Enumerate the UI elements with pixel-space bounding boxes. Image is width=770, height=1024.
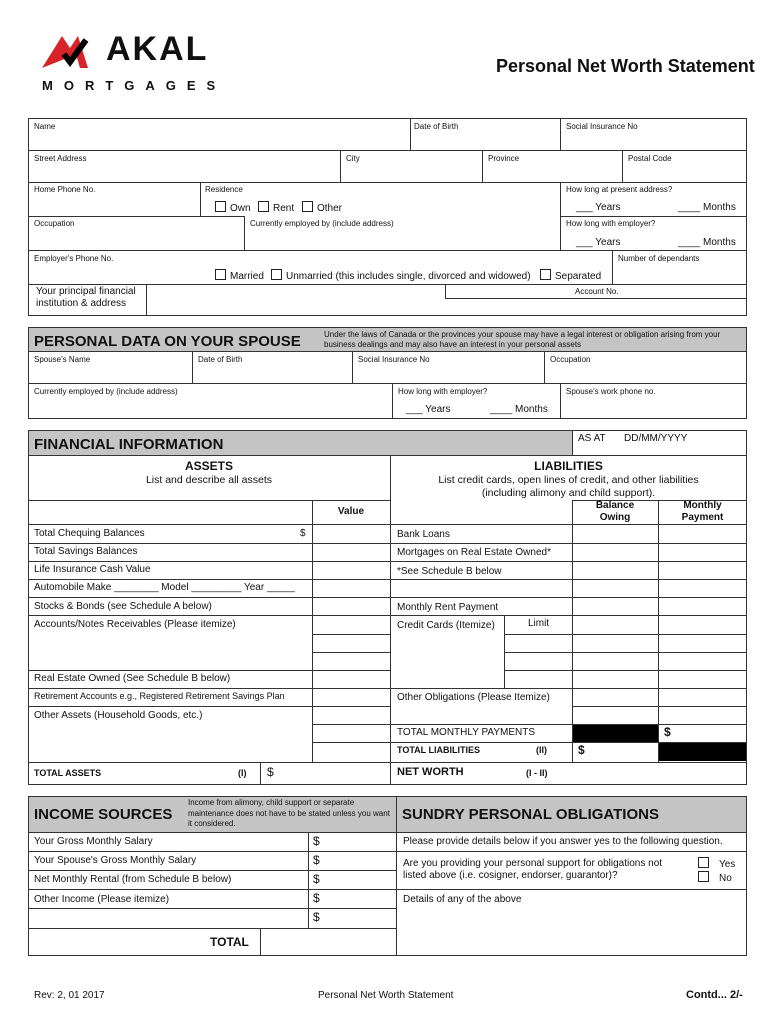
monthly-payment-header bbox=[658, 500, 747, 524]
dependants-label: Number of dependants bbox=[618, 254, 700, 263]
employer-months[interactable]: ____ Months bbox=[678, 237, 736, 248]
employer-phone-label: Employer's Phone No. bbox=[34, 254, 114, 263]
footer-rev: Rev: 2, 01 2017 bbox=[34, 990, 105, 1001]
total-assets-label: TOTAL ASSETS bbox=[34, 768, 102, 778]
income-note: Income from alimony, child support or separate maintenance does not have to be stated unless you want it considered. bbox=[188, 798, 390, 828]
no-text: No bbox=[719, 873, 732, 884]
spouse-occupation-label: Occupation bbox=[550, 355, 591, 364]
income-row: Other Income (Please itemize) bbox=[34, 894, 170, 905]
spouse-how-long-label: How long with employer? bbox=[398, 387, 488, 396]
separated-text: Separated bbox=[555, 271, 602, 282]
asset-row: Retirement Accounts e.g., Registered Retirement Savings Plan bbox=[34, 691, 285, 701]
liabilities-subheading-1: List credit cards, open lines of credit, and other liabilities bbox=[438, 474, 699, 486]
rent-option[interactable] bbox=[258, 201, 294, 214]
assets-mark: (I) bbox=[238, 768, 247, 778]
assets-liabilities-divider bbox=[390, 455, 391, 785]
own-checkbox[interactable] bbox=[215, 201, 226, 212]
no-option[interactable] bbox=[698, 871, 732, 884]
dollar-sign: $ bbox=[313, 891, 320, 905]
asset-row: Life Insurance Cash Value bbox=[34, 564, 151, 575]
sundry-heading: SUNDRY PERSONAL OBLIGATIONS bbox=[402, 806, 659, 823]
employed-by-label: Currently employed by (include address) bbox=[250, 219, 394, 228]
separated-checkbox[interactable] bbox=[540, 269, 551, 280]
spouse-name-label: Spouse's Name bbox=[34, 355, 91, 364]
logo-brand: AKAL bbox=[106, 30, 209, 68]
liabilities-heading: LIABILITIES bbox=[534, 459, 603, 473]
limit-label: Limit bbox=[528, 618, 550, 629]
postal-label: Postal Code bbox=[628, 154, 672, 163]
spouse-sin-label: Social Insurance No bbox=[358, 355, 430, 364]
sundry-question: Are you providing your personal support for obligations not listed above (i.e. cosigner, endorser, guarantor)? bbox=[403, 858, 663, 881]
employer-years[interactable]: ___ Years bbox=[576, 237, 621, 248]
dollar-sign: $ bbox=[664, 725, 671, 739]
name-label: Name bbox=[34, 122, 56, 131]
home-phone-label: Home Phone No. bbox=[34, 185, 96, 194]
other-option[interactable] bbox=[302, 201, 342, 214]
logo-icon bbox=[40, 30, 100, 70]
total-monthly-label: TOTAL MONTHLY PAYMENTS bbox=[397, 727, 535, 738]
dollar-sign: $ bbox=[578, 743, 585, 757]
dollar-sign: $ bbox=[313, 872, 320, 886]
spouse-dob-label: Date of Birth bbox=[198, 355, 243, 364]
liability-row: Other Obligations (Please Itemize) bbox=[397, 692, 550, 703]
income-row: Your Spouse's Gross Monthly Salary bbox=[34, 855, 197, 866]
unmarried-text: Unmarried (this includes single, divorced and widowed) bbox=[286, 271, 531, 282]
residence-label: Residence bbox=[205, 185, 243, 194]
institution-label: Your principal financial institution & address bbox=[36, 286, 136, 309]
address-years[interactable]: ___ Years bbox=[576, 202, 621, 213]
spouse-work-phone-label: Spouse's work phone no. bbox=[566, 387, 656, 396]
how-long-employer-label: How long with employer? bbox=[566, 219, 656, 228]
account-label: Account No. bbox=[575, 287, 619, 296]
payment-text: Payment bbox=[681, 512, 724, 523]
own-option[interactable] bbox=[215, 201, 251, 214]
total-liabilities-label: TOTAL LIABILITIES bbox=[397, 745, 480, 755]
sin-label: Social Insurance No bbox=[566, 122, 638, 131]
liability-row: Credit Cards (Itemize) bbox=[397, 620, 495, 631]
liabilities-subheading-2: (including alimony and child support). bbox=[481, 487, 656, 499]
income-row: Net Monthly Rental (from Schedule B below) bbox=[34, 874, 232, 885]
own-text: Own bbox=[230, 203, 251, 214]
asset-row: Real Estate Owned (See Schedule B below) bbox=[34, 673, 231, 684]
income-row: Your Gross Monthly Salary bbox=[34, 836, 153, 847]
spouse-employed-label: Currently employed by (include address) bbox=[34, 387, 178, 396]
income-heading: INCOME SOURCES bbox=[34, 806, 173, 823]
liability-row: Mortgages on Real Estate Owned* bbox=[397, 547, 551, 558]
asset-row: Total Chequing Balances bbox=[34, 528, 145, 539]
asset-row: Automobile Make ________ Model _________ Year _____ bbox=[34, 582, 295, 593]
owing-text: Owing bbox=[599, 512, 631, 523]
spouse-months[interactable]: ____ Months bbox=[490, 404, 548, 415]
occupation-label: Occupation bbox=[34, 219, 75, 228]
blocked-cell bbox=[659, 743, 746, 761]
other-text: Other bbox=[317, 203, 343, 214]
dollar-sign: $ bbox=[313, 853, 320, 867]
yes-text: Yes bbox=[719, 859, 736, 870]
married-text: Married bbox=[230, 271, 264, 282]
financial-heading: FINANCIAL INFORMATION bbox=[34, 436, 224, 453]
income-total-label: TOTAL bbox=[210, 935, 249, 949]
blocked-cell bbox=[573, 725, 658, 742]
balance-owing-header bbox=[572, 500, 658, 524]
address-months[interactable]: ____ Months bbox=[678, 202, 736, 213]
province-label: Province bbox=[488, 154, 520, 163]
dollar-sign: $ bbox=[267, 765, 274, 779]
spouse-note: Under the laws of Canada or the provinces your spouse may have a legal interest or obligation arising from your business dealings and may also have an interest in your personal assets bbox=[324, 330, 721, 349]
footer-contd: Contd... 2/- bbox=[686, 989, 743, 1001]
liability-row: Monthly Rent Payment bbox=[397, 602, 499, 613]
street-label: Street Address bbox=[34, 154, 87, 163]
asset-row: Accounts/Notes Receivables (Please itemize) bbox=[34, 619, 236, 630]
asset-row: Total Savings Balances bbox=[34, 546, 138, 557]
married-option[interactable] bbox=[215, 269, 264, 282]
liability-row: Bank Loans bbox=[397, 529, 450, 540]
net-worth-label: NET WORTH bbox=[397, 766, 464, 778]
monthly-text: Monthly bbox=[683, 500, 722, 511]
dollar-sign: $ bbox=[313, 834, 320, 848]
sundry-details: Details of any of the above bbox=[403, 894, 522, 905]
dob-label: Date of Birth bbox=[414, 122, 459, 131]
rent-text: Rent bbox=[273, 203, 295, 214]
separated-option[interactable] bbox=[540, 269, 601, 282]
yes-option[interactable] bbox=[698, 857, 735, 870]
page-title: Personal Net Worth Statement bbox=[496, 56, 755, 76]
married-checkbox[interactable] bbox=[215, 269, 226, 280]
how-long-address-label: How long at present address? bbox=[566, 185, 673, 194]
value-header: Value bbox=[337, 506, 365, 517]
dollar-sign: $ bbox=[300, 528, 306, 539]
no-checkbox[interactable] bbox=[698, 871, 709, 882]
logo-sub: MORTGAGES bbox=[42, 78, 227, 93]
asset-row: Other Assets (Household Goods, etc.) bbox=[34, 710, 203, 721]
balance-text: Balance bbox=[595, 500, 635, 511]
other-checkbox[interactable] bbox=[302, 201, 313, 212]
footer-title: Personal Net Worth Statement bbox=[318, 990, 454, 1001]
assets-subheading: List and describe all assets bbox=[145, 474, 273, 486]
assets-heading: ASSETS bbox=[184, 459, 233, 473]
spouse-years[interactable]: ___ Years bbox=[406, 404, 451, 415]
dollar-sign: $ bbox=[313, 910, 320, 924]
yes-checkbox[interactable] bbox=[698, 857, 709, 868]
unmarried-checkbox[interactable] bbox=[271, 269, 282, 280]
rent-checkbox[interactable] bbox=[258, 201, 269, 212]
as-at-label: AS AT bbox=[578, 433, 606, 444]
net-worth-mark: (I - II) bbox=[526, 768, 548, 778]
liability-row: *See Schedule B below bbox=[397, 566, 502, 577]
asset-row: Stocks & Bonds (see Schedule A below) bbox=[34, 601, 212, 612]
sundry-intro: Please provide details below if you answer yes to the following question. bbox=[403, 836, 723, 847]
unmarried-option[interactable] bbox=[271, 269, 531, 282]
liabilities-mark: (II) bbox=[536, 745, 547, 755]
spouse-heading: PERSONAL DATA ON YOUR SPOUSE bbox=[34, 333, 301, 350]
date-format: DD/MM/YYYY bbox=[624, 433, 688, 444]
city-label: City bbox=[346, 154, 360, 163]
